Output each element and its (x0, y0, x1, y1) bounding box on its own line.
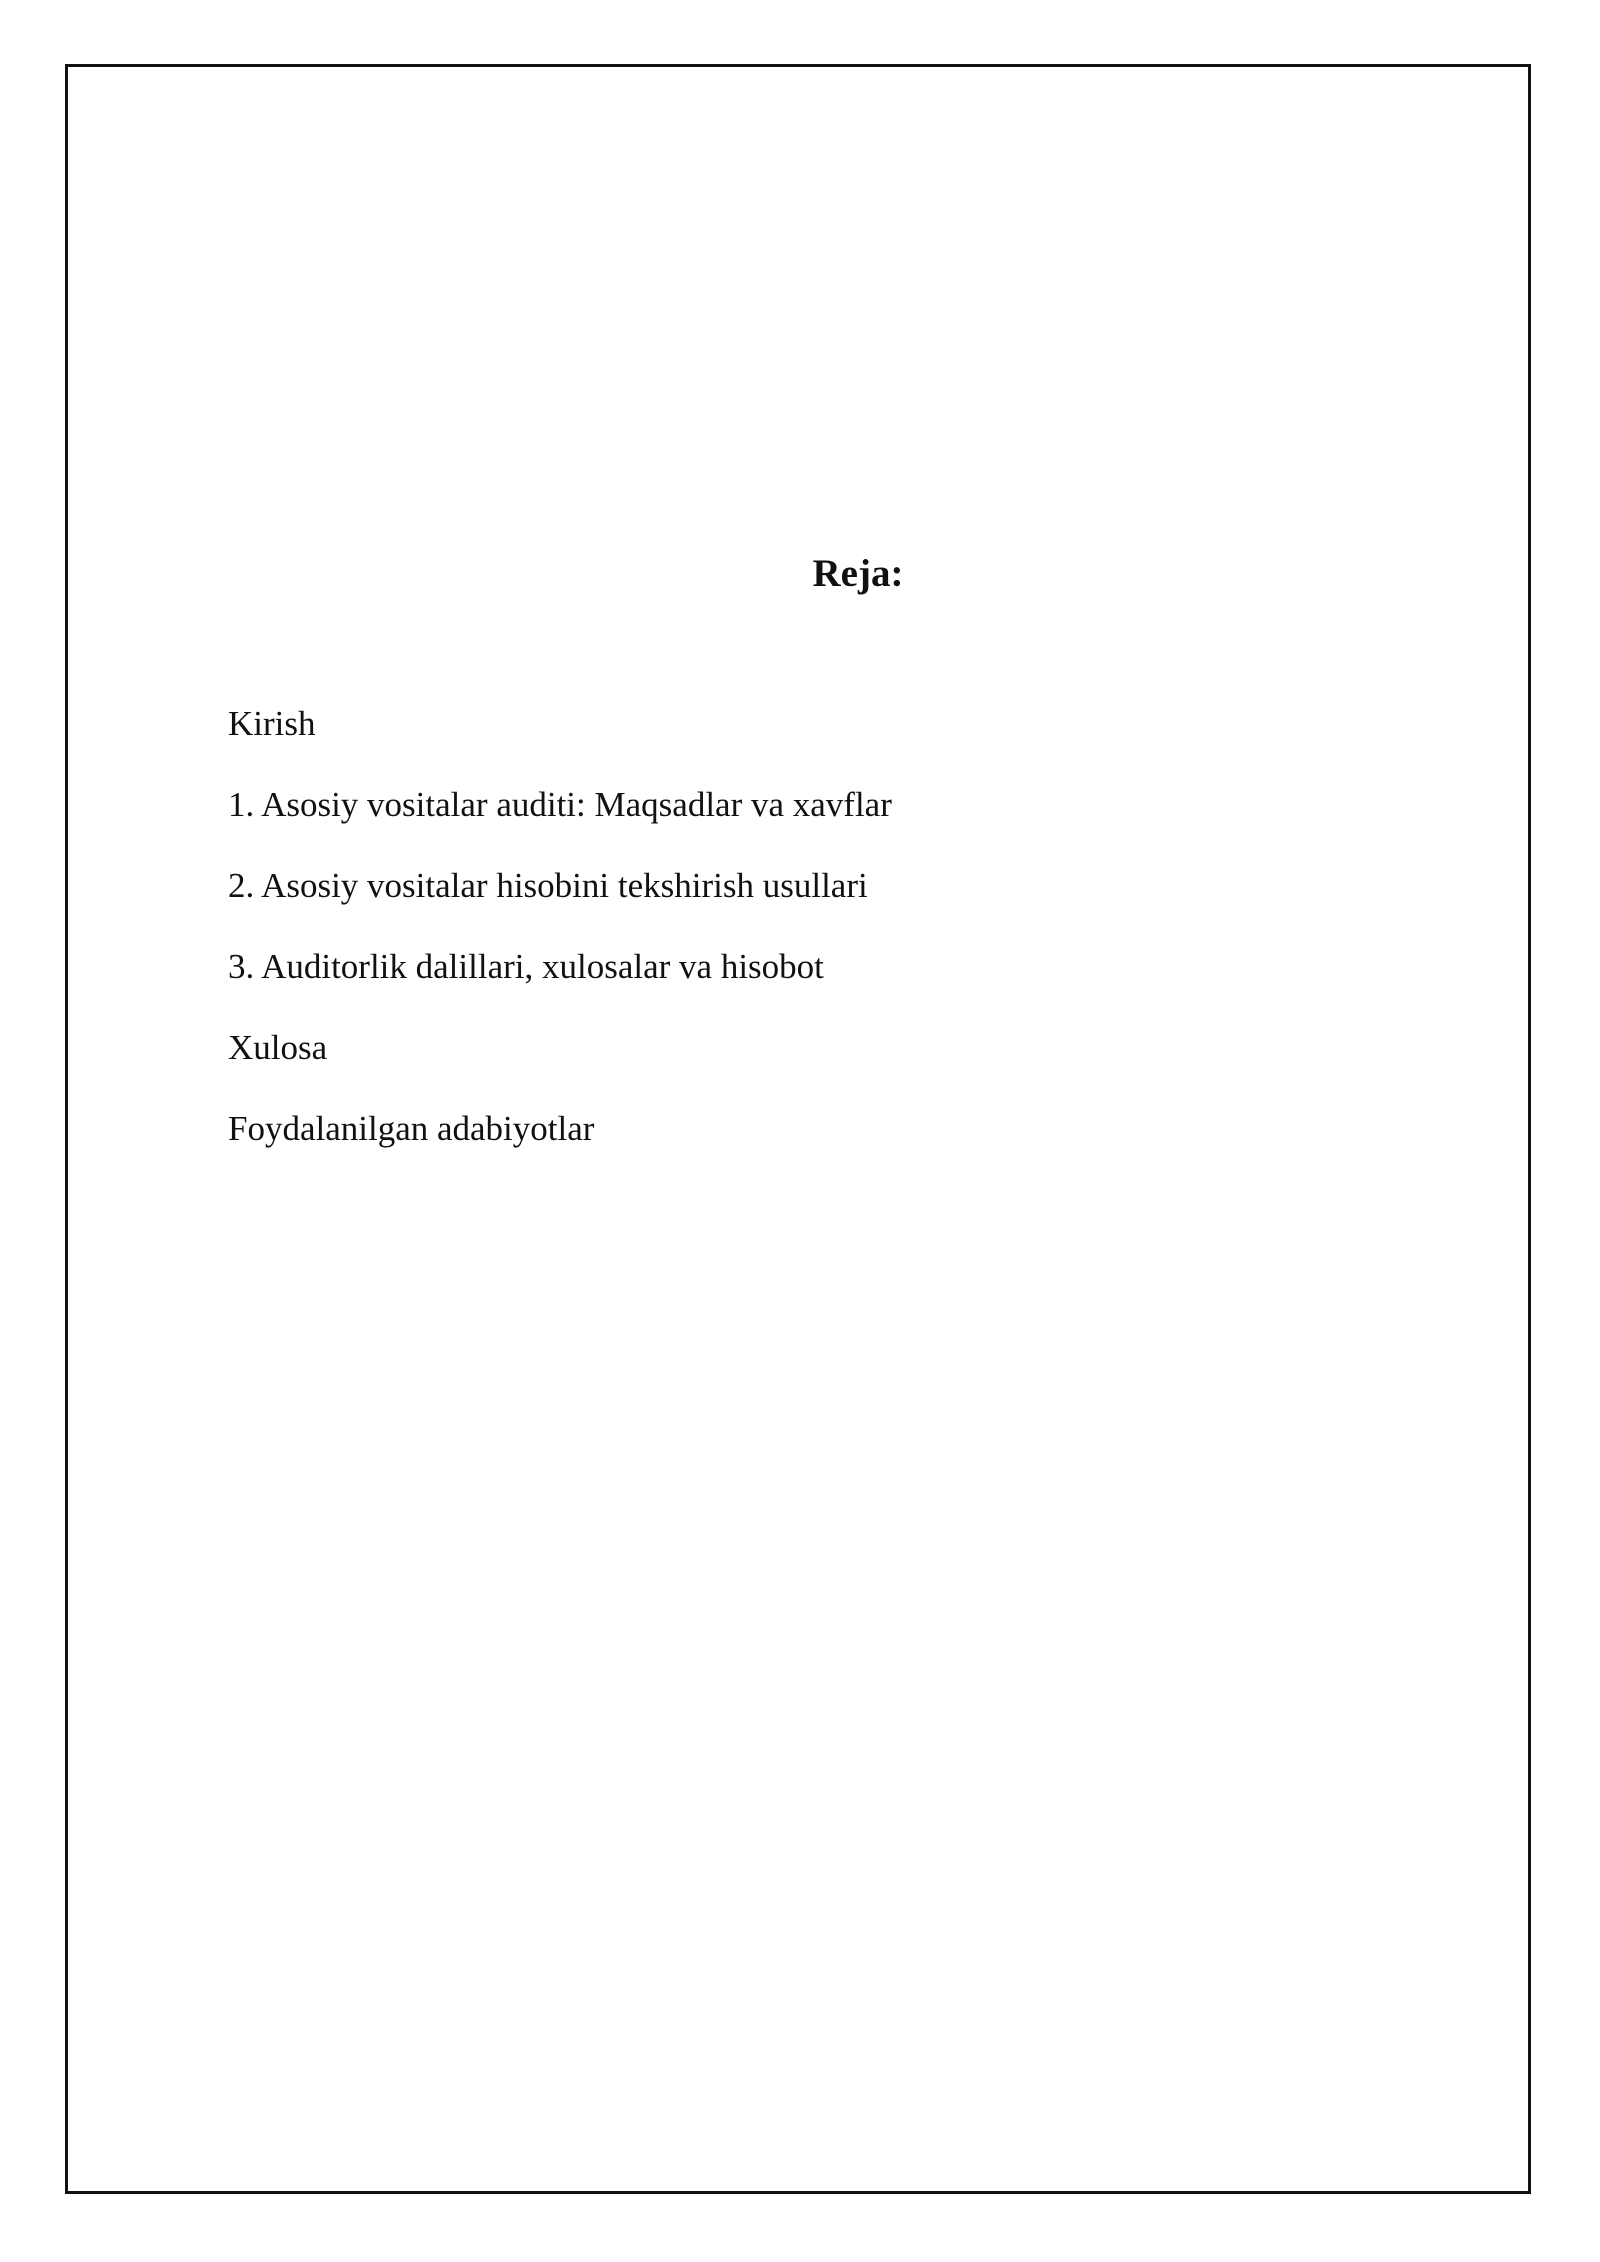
plan-list (228, 694, 892, 1180)
plan-item-references: Foydalanilgan adabiyotlar (228, 1109, 595, 1148)
plan-item-section-2: 2. Asosiy vositalar hisobini tekshirish usullari (228, 866, 868, 905)
plan-item-section-3: 3. Auditorlik dalillari, xulosalar va hisobot (228, 947, 824, 986)
plan-item-conclusion: Xulosa (228, 1028, 328, 1067)
plan-item-section-1: 1. Asosiy vositalar auditi: Maqsadlar va xavflar (228, 785, 892, 824)
plan-item-introduction: Kirish (228, 704, 316, 743)
plan-title: Reja: (812, 552, 904, 595)
